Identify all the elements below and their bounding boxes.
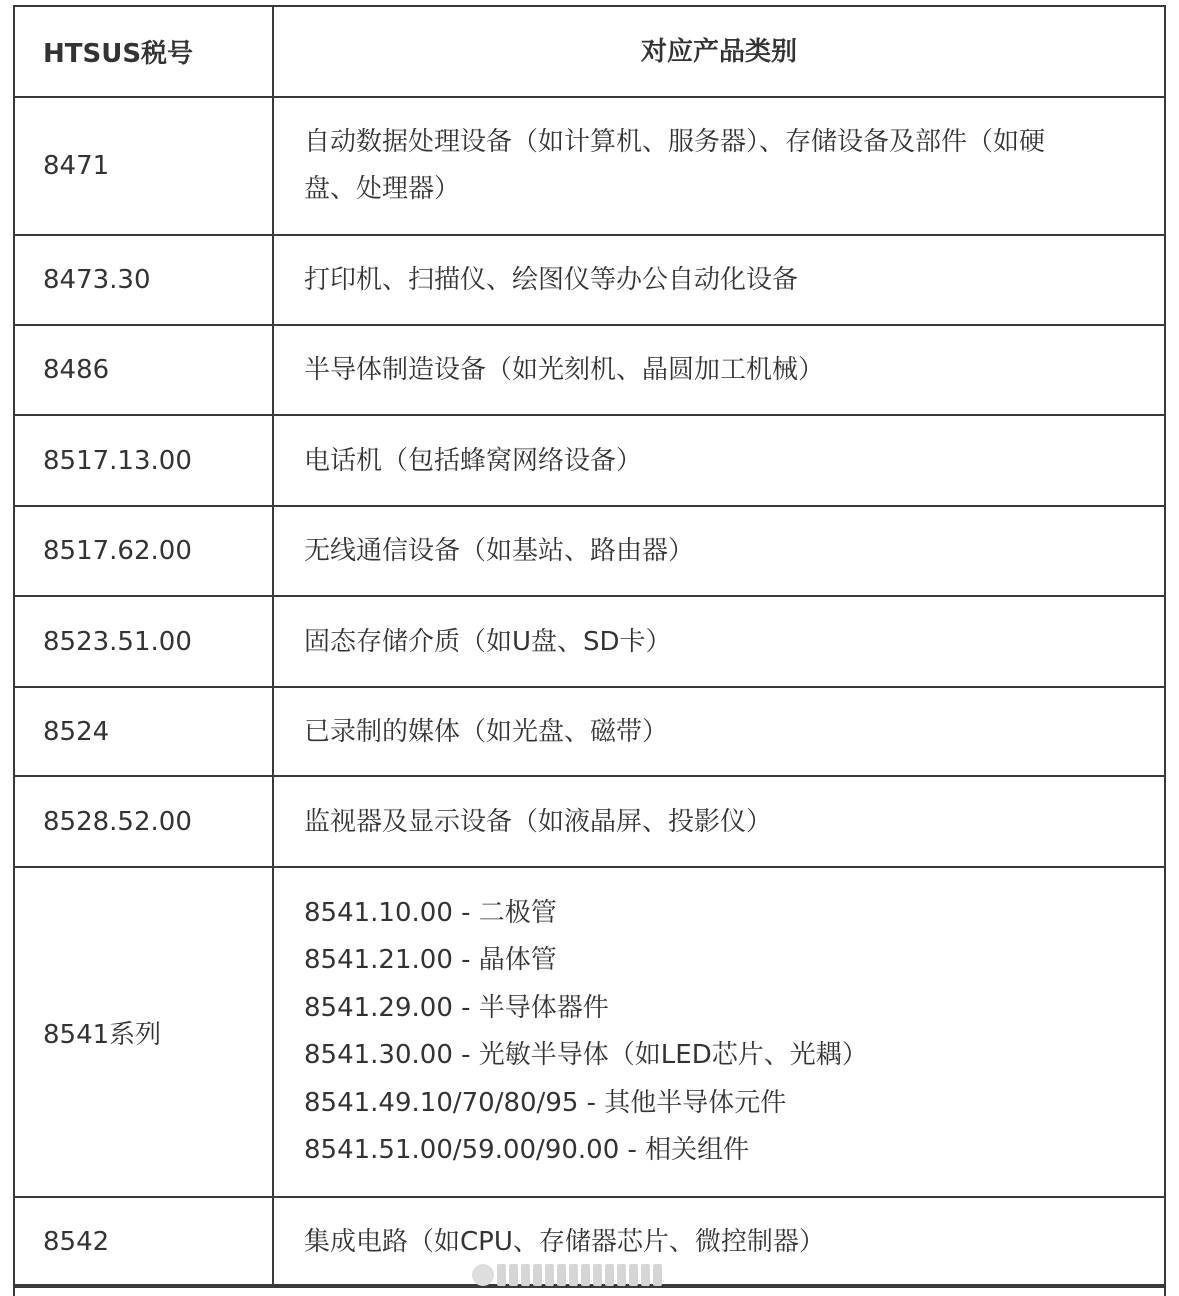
table-row	[15, 326, 1164, 416]
category-cell: 已录制的媒体（如光盘、磁带）	[304, 716, 669, 747]
table-row	[15, 868, 1164, 1198]
table-row	[15, 416, 1164, 507]
watermark-block	[617, 1264, 626, 1286]
category-cell: 固态存储介质（如U盘、SD卡）	[304, 626, 672, 657]
watermark-block	[653, 1264, 662, 1286]
category-line: 8541.51.00/59.00/90.00 - 相关组件	[304, 1135, 750, 1165]
table-row	[15, 688, 1164, 777]
category-cell: 打印机、扫描仪、绘图仪等办公自动化设备	[304, 265, 799, 295]
code-cell: 8471	[15, 98, 274, 234]
code-cell: 8541系列	[15, 868, 274, 1196]
code-cell: 8523.51.00	[15, 597, 274, 686]
code-cell: 8473.30	[15, 236, 274, 324]
hts-code-table	[13, 5, 1166, 1288]
category-cell: 半导体制造设备（如光刻机、晶圆加工机械）	[304, 355, 825, 385]
code-cell: 8517.13.00	[15, 416, 274, 505]
code-cell: 8486	[15, 326, 274, 414]
watermark-block	[605, 1264, 614, 1286]
table-row	[15, 98, 1164, 236]
header-code-cell: HTSUS税号	[15, 7, 274, 96]
table-header-row	[15, 7, 1164, 98]
header-category-cell: 对应产品类别	[640, 36, 797, 67]
code-cell: 8517.62.00	[15, 507, 274, 595]
table-row	[15, 777, 1164, 868]
table-row	[15, 236, 1164, 326]
category-cell: 电话机（包括蜂窝网络设备）	[304, 445, 643, 476]
watermark-block	[557, 1264, 566, 1286]
category-line: 8541.49.10/70/80/95 - 其他半导体元件	[304, 1087, 787, 1118]
watermark-block	[629, 1264, 638, 1286]
watermark-dot	[472, 1264, 494, 1286]
table-row	[15, 507, 1164, 597]
watermark-block	[497, 1264, 506, 1286]
table-row	[15, 597, 1164, 688]
code-cell: 8524	[15, 688, 274, 775]
category-line: 8541.21.00 - 晶体管	[304, 945, 557, 975]
category-line: 8541.29.00 - 半导体器件	[304, 992, 609, 1023]
code-cell: 8542	[15, 1198, 274, 1286]
watermark-block	[569, 1264, 578, 1286]
category-line: 8541.10.00 - 二极管	[304, 897, 557, 928]
watermark-block	[509, 1264, 518, 1286]
category-cell: 集成电路（如CPU、存储器芯片、微控制器）	[304, 1227, 825, 1257]
watermark-block	[641, 1264, 650, 1286]
category-line: 自动数据处理设备（如计算机、服务器）、存储设备及部件（如硬	[304, 126, 1046, 157]
category-cell	[274, 868, 1164, 1196]
code-cell: 8528.52.00	[15, 777, 274, 866]
watermark-block	[545, 1264, 554, 1286]
watermark-block	[533, 1264, 542, 1286]
category-cell	[274, 98, 1164, 234]
watermark-logo	[472, 1262, 708, 1288]
category-line: 8541.30.00 - 光敏半导体（如LED芯片、光耦）	[304, 1040, 868, 1070]
category-cell: 监视器及显示设备（如液晶屏、投影仪）	[304, 806, 773, 837]
watermark-block	[593, 1264, 602, 1286]
category-cell: 无线通信设备（如基站、路由器）	[304, 536, 695, 566]
watermark-block	[581, 1264, 590, 1286]
watermark-block	[521, 1264, 530, 1286]
category-line: 盘、处理器）	[304, 174, 461, 204]
